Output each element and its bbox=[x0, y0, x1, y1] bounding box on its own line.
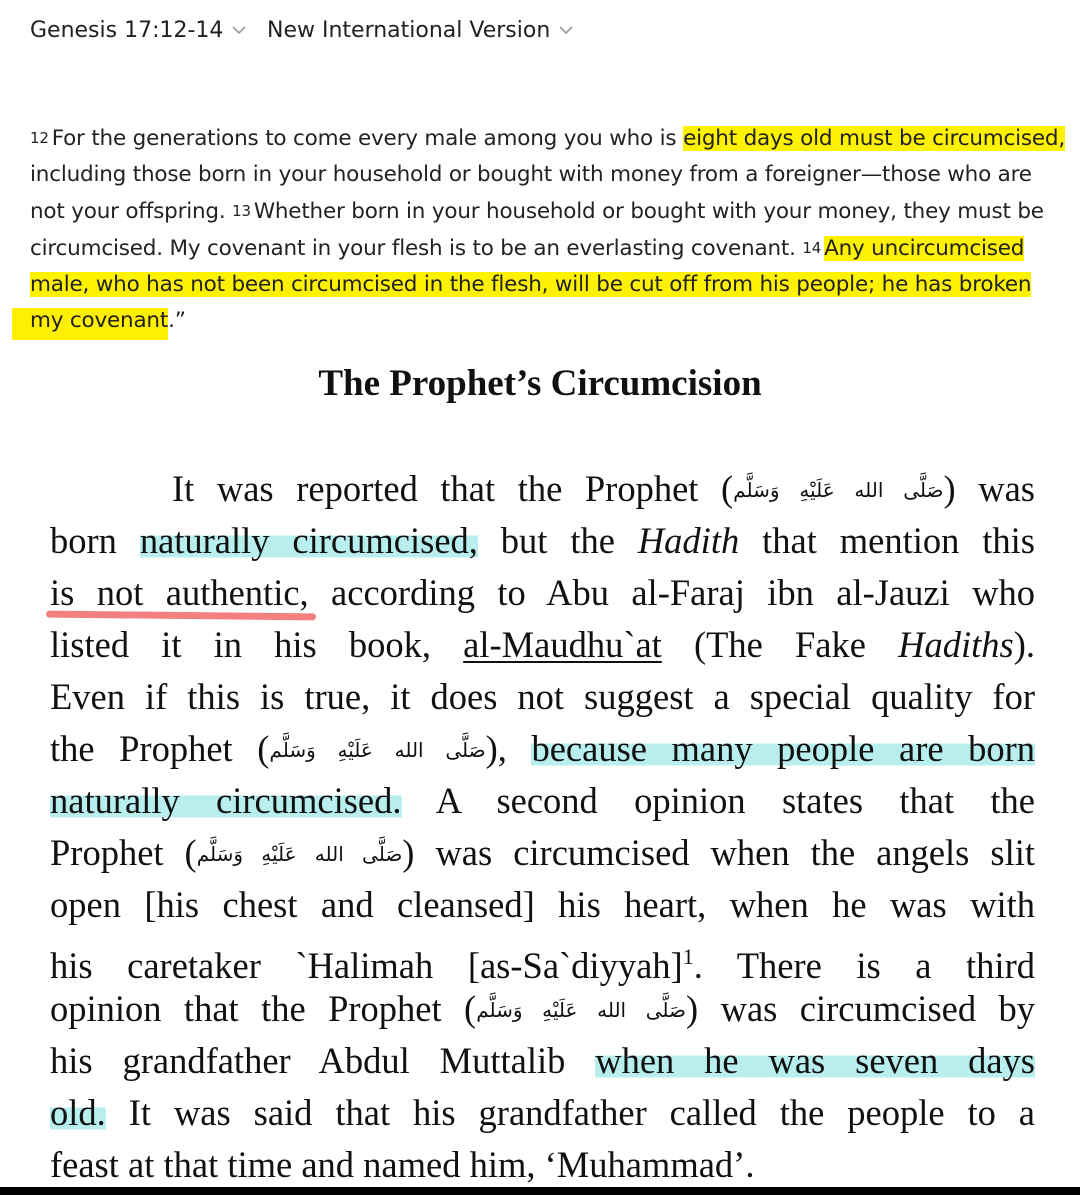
text-line: naturally circumcised. A second opinion states that the bbox=[50, 780, 1035, 821]
highlighted-text: naturally circumcised, bbox=[139, 520, 478, 561]
footnote-marker: 1 bbox=[682, 944, 694, 969]
passage-header bbox=[0, 0, 1080, 60]
text-line: the Prophet (صَلَّى الله عَلَيْهِ وَسَلَّم), because many people are born bbox=[50, 728, 1036, 769]
text-line: feast at that time and named him, ‘Muhammad’. bbox=[50, 1144, 755, 1185]
verse-13-text: Whether born in your household or bought with your money, they must be circumcised. My covenant in your flesh is to be an everlasting covenant. bbox=[30, 199, 1044, 261]
verse-12-text: including those born in your household or bought with money from a foreigner—those who are not your offspring. bbox=[30, 162, 1032, 224]
chevron-down-icon bbox=[231, 22, 247, 38]
verse-text bbox=[30, 120, 1065, 339]
text-line: is not authentic, according to Abu al-Faraj ibn al-Jauzi who bbox=[50, 572, 1035, 613]
arabic-salutation: صَلَّى الله عَلَيْهِ وَسَلَّم bbox=[196, 842, 403, 866]
text-line: opinion that the Prophet (صَلَّى الله عَلَيْهِ وَسَلَّم) was circumcised by bbox=[50, 988, 1035, 1029]
highlighted-text: because many people are born bbox=[531, 728, 1036, 769]
highlighted-text: when he was seven days bbox=[595, 1040, 1035, 1081]
verse-14-text: my covenant.” bbox=[30, 308, 186, 333]
version-label: New International Version bbox=[267, 17, 551, 43]
text-line: It was reported that the Prophet (صَلَّى الله عَلَيْهِ وَسَلَّم) was bbox=[172, 468, 1036, 509]
verse-12-text: For the generations to come every male among you who is bbox=[51, 126, 684, 151]
highlighted-text: old. bbox=[50, 1092, 106, 1133]
highlighted-text: eight days old must be circumcised, bbox=[683, 126, 1065, 151]
highlighted-text: naturally circumcised. bbox=[50, 780, 402, 821]
text-line: born naturally circumcised, but the Hadith that mention this bbox=[50, 520, 1036, 561]
text-line: open [his chest and cleansed] his heart, when he was with bbox=[50, 884, 1035, 925]
underlined-text: is not authentic, bbox=[50, 572, 309, 613]
text-line: his grandfather Abdul Muttalib when he was seven days bbox=[50, 1040, 1035, 1081]
screen-bottom-edge bbox=[0, 1187, 1080, 1195]
text-line: Prophet (صَلَّى الله عَلَيْهِ وَسَلَّم) was circumcised when the angels slit bbox=[50, 832, 1036, 873]
arabic-salutation: صَلَّى الله عَلَيْهِ وَسَلَّم bbox=[269, 738, 486, 762]
book-paragraph bbox=[50, 463, 1035, 1191]
text-line: Even if this is true, it does not suggest a special quality for bbox=[50, 676, 1035, 717]
text-line: his caretaker `Halimah [as-Sa`diyyah]$^1$. There is a third bbox=[50, 944, 1035, 986]
text-line: old. It was said that his grandfather called the people to a bbox=[50, 1092, 1035, 1133]
arabic-salutation: صَلَّى الله عَلَيْهِ وَسَلَّم bbox=[476, 998, 687, 1022]
verse-number: 12 bbox=[30, 129, 49, 147]
version-selector[interactable] bbox=[267, 14, 574, 46]
reference-label: Genesis 17:12-14 bbox=[30, 17, 224, 43]
arabic-salutation: صَلَّى الله عَلَيْهِ وَسَلَّم bbox=[733, 478, 944, 502]
section-title: The Prophet’s Circumcision bbox=[318, 363, 762, 404]
text-line: listed it in his book, al-Maudhu`at (The Fake Hadiths). bbox=[50, 624, 1035, 665]
highlighted-text: Any uncircumcised male, who has not been circumcised in the flesh, will be cut off from his people; he has broken bbox=[30, 236, 1032, 297]
verse-number: 13 bbox=[232, 202, 251, 220]
verse-number: 14 bbox=[802, 239, 822, 257]
chevron-down-icon bbox=[558, 22, 574, 38]
reference-selector[interactable] bbox=[30, 14, 247, 46]
